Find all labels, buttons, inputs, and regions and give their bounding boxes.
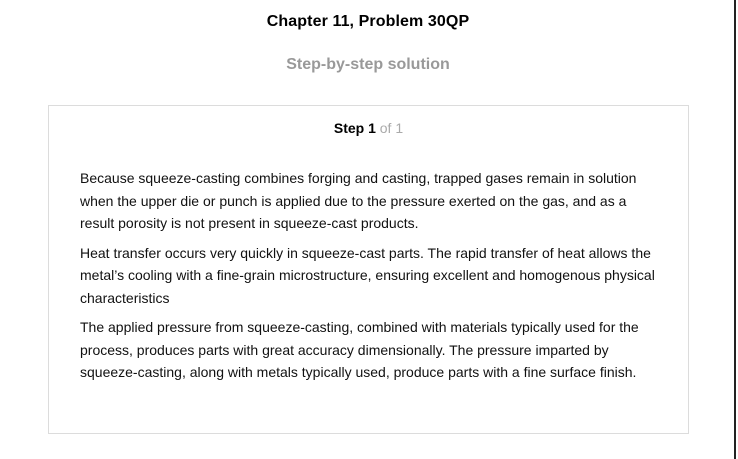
page-subtitle: Step-by-step solution [286, 56, 450, 73]
solution-paragraph: Heat transfer occurs very quickly in squeeze-cast parts. The rapid transfer of heat allows the metal’s cooling with a fine-grain microstructure, ensuring excellent and homogenous physical characteristics [80, 244, 655, 306]
solution-paragraph: Because squeeze-casting combines forging and casting, trapped gases remain in solution when the upper die or punch is applied due to the pressure exerted on the gas, and as a result porosity is not present in squeeze-cast products. [80, 170, 637, 231]
solution-paragraph: The applied pressure from squeeze-casting, combined with materials typically used for the process, produces parts with great accuracy dimensionally. The pressure imparted by squeeze-casting, along with metals typically used, produce parts with a fine surface finish. [80, 319, 639, 380]
step-header [49, 120, 688, 136]
step-of-count: of 1 [379, 120, 404, 136]
step-card [48, 105, 689, 434]
step-content [80, 167, 660, 391]
page-title: Chapter 11, Problem 30QP [266, 13, 470, 30]
step-label: Step 1 [333, 120, 376, 136]
